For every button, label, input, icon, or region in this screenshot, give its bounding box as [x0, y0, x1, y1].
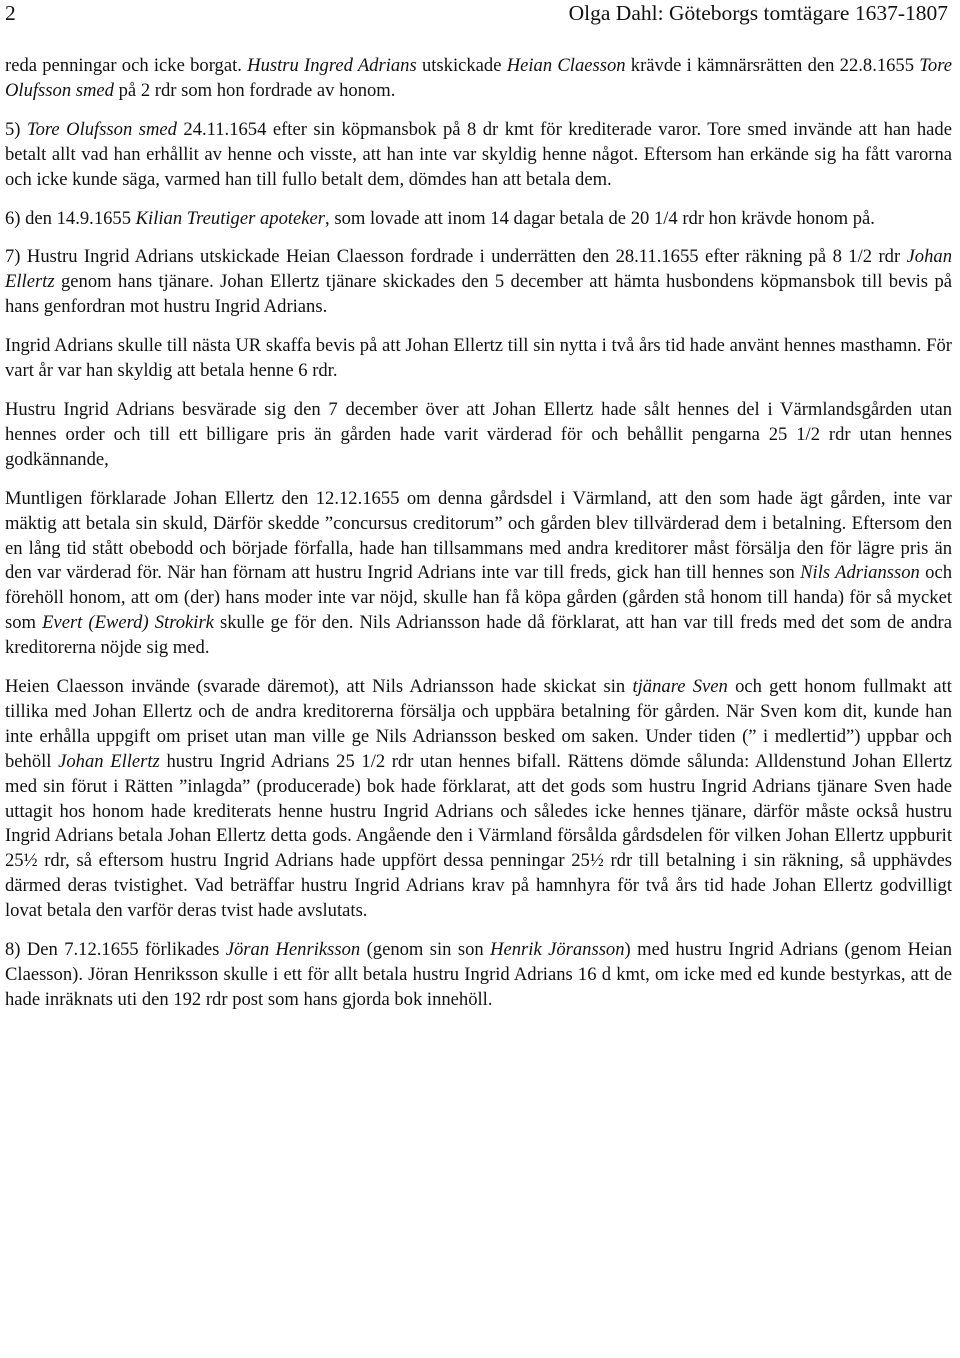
paragraph	[5, 207, 952, 232]
paragraph	[5, 675, 952, 924]
paragraph	[5, 54, 952, 104]
paragraph	[5, 118, 952, 193]
italic-text-run: Hustru Ingred Adrians	[247, 55, 417, 76]
running-title: Olga Dahl: Göteborgs tomtägare 1637-1807	[568, 1, 948, 25]
italic-text-run: Henrik Jöransson	[490, 939, 625, 961]
text-run: (genom sin son	[360, 939, 491, 961]
text-run: och gett honom fullmakt att tillika med Johan Ellertz och de andra kreditorerna försälja och uppbära betalning för gården. När Sven kom dit, kunde han inte erhålla uppgift om priset utan man ville ge Nils Adriansson besked om saken. Under tiden (” i medlertid”) uppbar och behöll	[5, 676, 952, 772]
text-run: krävde i kämnärsrätten den 22.8.1655	[625, 55, 920, 76]
page-number: 2	[5, 1, 16, 25]
text-run: genom hans tjänare. Johan Ellertz tjänare skickades den 5 december att hämta husbondens köpmansbok till bevis på hans genfordran mot hustru Ingrid Adrians.	[5, 271, 952, 318]
text-run: 24.11.1654 efter sin köpmansbok på 8 dr kmt för krediterade varor. Tore smed invände att han hade betalt allt vad han erhållit av henne och visste, att han inte var skyldig henne något. Eftersom han erkände sig ha fått varorna och icke kunde säga, varmed han till fullo betalt dem, dömdes han att betala dem.	[5, 118, 952, 190]
paragraph	[5, 245, 952, 320]
italic-text-run: Tore Olufsson smed	[26, 118, 177, 140]
italic-text-run: Heian Claesson	[506, 55, 626, 76]
text-run: Ingrid Adrians skulle till nästa UR skaffa bevis på att Johan Ellertz till sin nytta i två års tid hade använt hennes masthamn. För vart år var han skyldig att betala henne 6 rdr.	[5, 335, 952, 382]
text-run: ) med hustru Ingrid Adrians (genom Heian Claesson). Jöran Henriksson skulle i ett för allt betala hustru Ingrid Adrians 16 d kmt, om icke med ed kunde bestyrkas, att de hade inräknats uti den 192 rdr post som hans gjorda bok innehöll.	[5, 939, 952, 1010]
italic-text-run: Kilian Treutiger apoteker	[135, 207, 326, 229]
text-run: reda penningar och icke borgat.	[5, 55, 248, 76]
italic-text-run: Jöran Henriksson	[225, 939, 361, 961]
italic-text-run: Nils Adriansson	[800, 562, 920, 584]
text-run: Hustru Ingrid Adrians besvärade sig den 7 december över att Johan Ellertz hade sålt hennes del i Värmlandsgården utan hennes order och till ett billigare pris än gården hade varit värderad för och behållit pengarna 25 1/2 rdr utan hennes godkännande,	[5, 398, 952, 470]
text-run: Muntligen förklarade Johan Ellertz den 12.12.1655 om denna gårdsdel i Värmland, att den som hade ägt gården, inte var mäktig att betala sin skuld, Därför skedde ”concursus creditorum” och gården blev tillvärderad dem i betalning. Eftersom den en lång tid stått obebodd och började förfalla, hade han tillsammans med andra kreditorer måst försälja den för lägre pris än den var värderad för. När han förnam att hustru Ingrid Adrians inte var till freds, gick han till hennes son	[5, 487, 952, 584]
text-run: Heien Claesson invände (svarade däremot), att Nils Adriansson hade skickat sin	[5, 676, 633, 698]
text-run: skulle ge för den. Nils Adriansson hade då förklarat, att han var till freds med det som de andra kreditorerna nöjde sig med.	[5, 612, 952, 659]
text-run: 8) Den 7.12.1655 förlikades	[5, 939, 226, 961]
italic-text-run: Tore Olufsson smed	[5, 55, 952, 101]
paragraph	[5, 938, 952, 1013]
text-run: utskickade	[416, 55, 507, 76]
text-run: , som lovade att inom 14 dagar betala de 20 1/4 rdr hon krävde honom på.	[325, 207, 875, 229]
italic-text-run: Evert (Ewerd) Strokirk	[42, 612, 214, 634]
paragraph	[5, 334, 952, 384]
italic-text-run: tjänare Sven	[632, 676, 728, 698]
running-header	[5, 0, 952, 27]
text-run: 7) Hustru Ingrid Adrians utskickade Heian Claesson fordrade i underrätten den 28.11.1655 efter räkning på 8 1/2 rdr	[5, 246, 907, 268]
text-run: 5)	[5, 118, 27, 140]
paragraph	[5, 398, 952, 473]
italic-text-run: Johan Ellertz	[5, 246, 952, 293]
italic-text-run: Johan Ellertz	[58, 750, 160, 772]
text-run: på 2 rdr som hon fordrade av honom.	[113, 79, 396, 101]
text-run: 6) den 14.9.1655	[5, 207, 136, 229]
paragraph	[5, 487, 952, 661]
body-text	[5, 54, 952, 1013]
text-run: hustru Ingrid Adrians 25 1/2 rdr utan hennes bifall. Rättens dömde sålunda: Alldenstund Johan Ellertz med sin förut i Rätten ”inlagda” (producerade) bok hade förklarat, att det gods som hustru Ingrid Adrians tjänare Sven hade uttagit hos honom hade krediterats henne hustru Ingrid Adrians och således icke hennes tjänare, därför måste också hustru Ingrid Adrians betala Johan Ellertz detta gods. Angående den i Värmland försålda gårdsdelen för vilken Johan Ellertz uppburit 25½ rdr, så eftersom hustru Ingrid Adrians hade uppfört dessa penningar 25½ rdr till betalning i sin räkning, så upphävdes därmed deras tvistighet. Vad beträffar hustru Ingrid Adrians krav på hamnhyra för två års tid hade Johan Ellertz godvilligt lovat betala den varför deras tvist hade avslutats.	[5, 750, 952, 922]
text-run: och förehöll honom, att om (der) hans moder inte var nöjd, skulle han få köpa gården (gården stå honom till handa) för så mycket som	[5, 562, 952, 634]
